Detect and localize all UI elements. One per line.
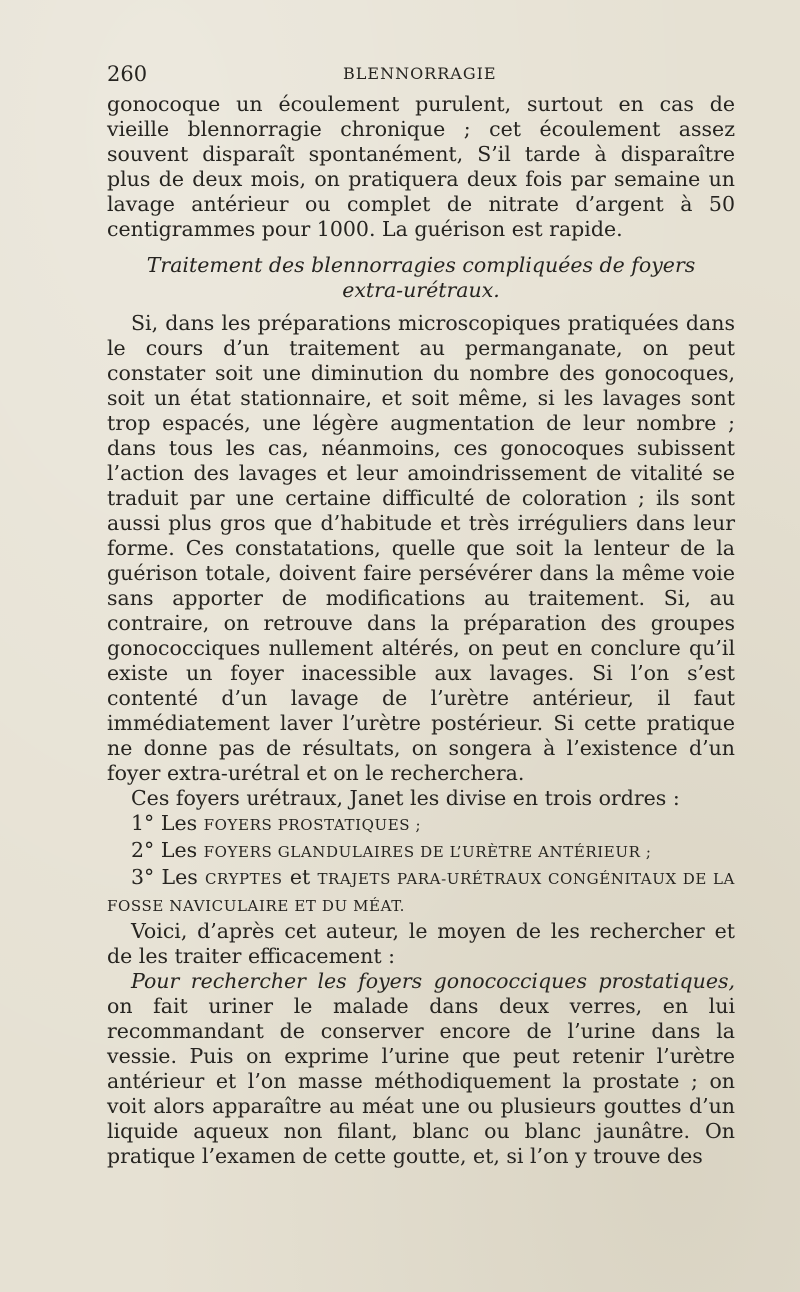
paragraph-continuation: gonocoque un écoulement purulent, surtout en cas de vieille blennorragie chronique ; cet écoulement assez souvent disparaît spontanément, S’il tarde à disparaître plus de deux mois, on pratiquera deux fois par semaine un lavage antérieur ou complet de nitrate d’argent à 50 centigrammes pour 1000. La guérison est rapide. — [107, 92, 735, 241]
list-item-3-lead: Les — [161, 865, 198, 889]
list-item-1-number: 1° — [131, 811, 155, 835]
running-head — [107, 58, 735, 92]
list-item-1-lead: Les — [160, 811, 198, 835]
list-item-1-text: FOYERS PROSTATIQUES ; — [203, 816, 422, 834]
paragraph-orders-intro: Ces foyers urétraux, Janet les divise en trois ordres : — [131, 786, 680, 810]
list-item-1 — [107, 811, 735, 838]
list-item-3-cryptes: CRYPTES — [204, 870, 283, 888]
prostatic-search-heading: Pour rechercher les foyers gonococciques prostatiques, — [131, 969, 735, 993]
paragraph-prostatic-search — [107, 969, 735, 1169]
list-item-3-text: TRAJETS PARA-URÉTRAUX CONGÉNITAUX DE LA FOSSE NAVICULAIRE ET DU MÉAT. — [107, 870, 735, 915]
list-item-3 — [107, 865, 735, 919]
book-page — [107, 58, 735, 1169]
prostatic-search-text: on fait uriner le malade dans deux verres, en lui recommandant de conserver encore de l’urine dans la vessie. Puis on exprime l’urine que peut retenir l’urètre antérieur et l’on masse méthodiquement la prostate ; on voit alors apparaître au méat une ou plusieurs gouttes d’un liquide aqueux non filant, blanc ou blanc jaunâtre. On pratique l’examen de cette goutte, et, si l’on y trouve des — [107, 994, 735, 1168]
list-item-3-number: 3° — [131, 865, 155, 889]
body-text — [107, 92, 735, 1169]
list-item-2-number: 2° — [131, 838, 155, 862]
list-item-2 — [107, 838, 735, 865]
running-title: BLENNORRAGIE — [343, 64, 497, 83]
paragraph-preparations: Si, dans les préparations microscopiques pratiquées dans le cours d’un traitement au permanganate, on peut constater soit une diminution du nombre des gonocoques, soit un état stationnaire, et soit même, si les lavages sont trop espacés, une légère augmentation de leur nombre ; dans tous les cas, néanmoins, ces gonocoques subissent l’action des lavages et leur amoindrissement de vitalité se traduit par une certaine difficulté de coloration ; ils sont aussi plus gros que d’habitude et très irréguliers dans leur forme. Ces constatations, quelle que soit la lenteur de la guérison totale, doivent faire persévérer dans la même voie sans apporter de modifications au traitement. Si, au contraire, on retrouve dans la préparation des groupes gonococciques nullement altérés, on peut en conclure qu’il existe un foyer inacessible aux lavages. Si l’on s’est contenté d’un lavage de l’urètre antérieur, il faut immédiatement laver l’urètre postérieur. Si cette pratique ne donne pas de résultats, on songera à l’existence d’un foyer extra-urétral et on le recherchera. — [107, 311, 735, 785]
page-number: 260 — [107, 62, 148, 86]
list-item-2-text: FOYERS GLANDULAIRES DE L’URÈTRE ANTÉRIEUR ; — [203, 843, 652, 861]
section-heading-line-2: extra-urétraux. — [342, 278, 500, 302]
list-item-3-and: et — [289, 865, 311, 889]
paragraph-method-intro: Voici, d’après cet auteur, le moyen de les rechercher et de les traiter efficacement : — [107, 919, 735, 968]
section-heading-line-1: Traitement des blennorragies compliquées de foyers — [146, 253, 696, 277]
list-item-2-lead: Les — [160, 838, 198, 862]
section-heading — [107, 253, 735, 303]
